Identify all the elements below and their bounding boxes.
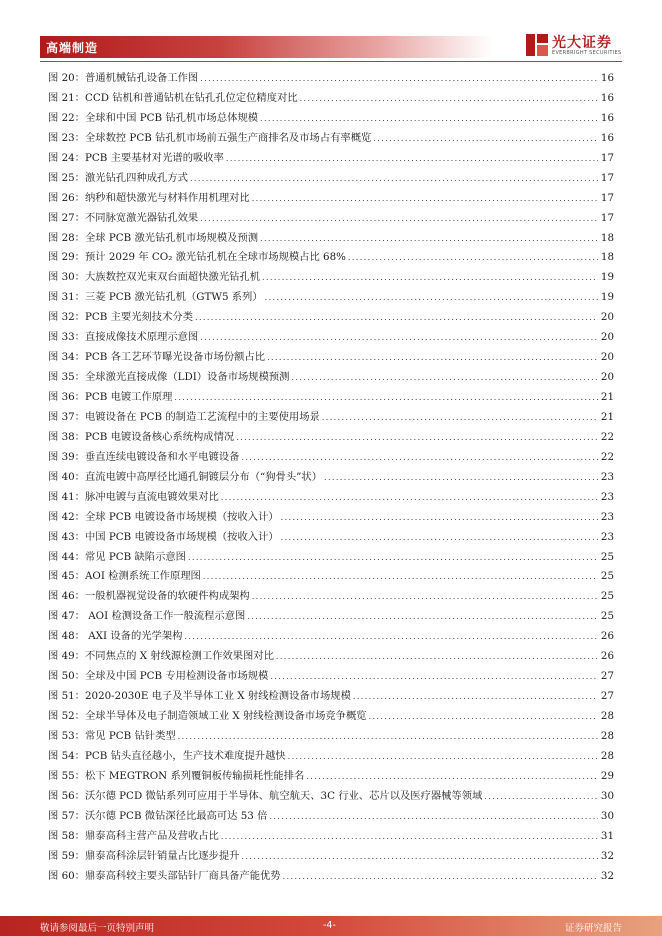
toc-leader-dots: [291, 368, 598, 388]
toc-entry-label: 图 37：电镀设备在 PCB 的制造工艺流程中的主要使用场景: [48, 410, 320, 423]
toc-entry-label: 图 51：2020-2030E 电子及半导体工业 X 射线检测设备市场规模: [48, 690, 351, 703]
toc-entry-label: 图 50：全球及中国 PCB 专用检测设备市场规模: [48, 670, 269, 683]
logo-name-cn: 光大证券: [552, 35, 612, 51]
toc-entry[interactable]: [48, 428, 614, 448]
toc-entry-page: 27: [600, 670, 614, 683]
toc-entry-page: 17: [600, 171, 614, 184]
toc-entry-label: 图 24：PCB 主要基材对光谱的吸收率: [48, 151, 224, 164]
toc-entry[interactable]: [48, 149, 614, 169]
toc-entry[interactable]: [48, 587, 614, 607]
toc-entry-page: 32: [600, 849, 614, 862]
toc-entry-page: 26: [600, 630, 614, 643]
toc-entry-page: 22: [600, 430, 614, 443]
toc-entry[interactable]: [48, 528, 614, 548]
toc-entry[interactable]: [48, 787, 614, 807]
toc-entry-label: 图 33：直接成像技术原理示意图: [48, 331, 199, 344]
toc-entry-label: 图 54：PCB 钻头直径越小，生产技术难度提升越快: [48, 749, 286, 762]
toc-entry[interactable]: [48, 867, 614, 887]
toc-entry-page: 22: [600, 450, 614, 463]
toc-entry-page: 19: [600, 291, 614, 304]
toc-entry-page: 16: [600, 131, 614, 144]
toc-entry-page: 17: [600, 151, 614, 164]
toc-leader-dots: [241, 847, 598, 867]
toc-entry-label: 图 20：普通机械钻孔设备工作图: [48, 72, 199, 84]
toc-leader-dots: [288, 747, 598, 767]
toc-entry[interactable]: [48, 667, 614, 687]
toc-entry-page: 16: [600, 111, 614, 124]
toc-entry[interactable]: [48, 707, 614, 727]
toc-entry-page: 28: [600, 729, 614, 742]
toc-entry[interactable]: [48, 807, 614, 827]
toc-entry[interactable]: [48, 248, 614, 268]
toc-leader-dots: [174, 388, 598, 408]
footer-report-type: 证券研究报告: [564, 923, 622, 934]
toc-entry-page: 26: [600, 650, 614, 663]
toc-entry-label: 图 31：三菱 PCB 激光钻孔机（GTW5 系列）: [48, 291, 263, 304]
toc-entry-label: 图 43：中国 PCB 电镀设备市场规模（按收入计）: [48, 530, 279, 543]
toc-entry[interactable]: [48, 567, 614, 587]
toc-leader-dots: [283, 867, 598, 887]
toc-leader-dots: [247, 607, 598, 627]
section-title: 高端制造: [46, 41, 99, 55]
toc-entry-label: 图 47： AOI 检测设备工作一般流程示意图: [48, 610, 246, 623]
toc-leader-dots: [184, 627, 598, 647]
toc-leader-dots: [265, 288, 598, 308]
toc-leader-dots: [281, 508, 598, 528]
toc-entry[interactable]: [48, 189, 614, 209]
header-band: [40, 36, 492, 58]
toc-leader-dots: [262, 268, 598, 288]
toc-entry-label: 图 23：全球数控 PCB 钻孔机市场前五强生产商排名及市场占有率概览: [48, 131, 372, 144]
toc-entry-page: 21: [600, 410, 614, 423]
toc-leader-dots: [200, 328, 598, 348]
toc-entry-page: 21: [600, 391, 614, 403]
toc-leader-dots: [260, 109, 598, 129]
figure-toc-list: [48, 69, 614, 886]
toc-leader-dots: [324, 468, 598, 488]
toc-entry[interactable]: [48, 488, 614, 508]
page-number: -4-: [323, 920, 336, 931]
toc-entry-label: 图 22：全球和中国 PCB 钻孔机市场总体规模: [48, 111, 259, 124]
toc-entry-label: 图 41：脉冲电镀与直流电镀效果对比: [48, 490, 219, 503]
toc-entry-label: 图 32：PCB 主要光刻技术分类: [48, 311, 193, 324]
toc-entry-page: 20: [600, 371, 614, 384]
logo-mark-icon: [526, 34, 548, 56]
toc-entry-page: 27: [600, 690, 614, 703]
toc-leader-dots: [190, 169, 598, 189]
toc-entry[interactable]: [48, 308, 614, 328]
toc-entry-page: 23: [600, 530, 614, 543]
toc-entry-page: 29: [600, 769, 614, 782]
toc-leader-dots: [226, 149, 598, 169]
toc-entry-page: 30: [600, 789, 614, 802]
toc-entry-label: 图 29：预计 2029 年 CO₂ 激光钻孔机在全球市场规模占比 68%: [48, 251, 346, 264]
toc-entry-label: 图 27：不同脉宽激光器钻孔效果: [48, 211, 199, 224]
toc-entry[interactable]: [48, 448, 614, 468]
toc-leader-dots: [306, 767, 598, 787]
toc-entry-page: 16: [600, 91, 614, 104]
toc-leader-dots: [195, 308, 598, 328]
toc-entry-label: 图 57：沃尔德 PCB 微钻深径比最高可达 53 倍: [48, 809, 268, 822]
toc-entry-page: 19: [600, 271, 614, 284]
toc-entry-label: 图 56：沃尔德 PCD 微钻系列可应用于半导体、航空航天、3C 行业、芯片以及医疗器械等领域: [48, 789, 483, 802]
toc-entry[interactable]: [48, 827, 614, 847]
toc-entry-page: 20: [600, 311, 614, 324]
toc-entry-page: 18: [600, 231, 614, 244]
toc-entry[interactable]: [48, 229, 614, 249]
toc-entry-page: 25: [600, 590, 614, 603]
toc-entry[interactable]: [48, 468, 614, 488]
toc-leader-dots: [369, 707, 598, 727]
toc-entry-label: 图 30：大族数控双光束双台面超快激光钻孔机: [48, 271, 261, 284]
toc-entry[interactable]: [48, 89, 614, 109]
toc-entry-page: 32: [600, 869, 614, 882]
toc-entry-label: 图 21：CCD 钻机和普通钻机在钻孔孔位定位精度对比: [48, 91, 298, 104]
toc-entry[interactable]: [48, 627, 614, 647]
toc-entry-label: 图 49：不同焦点的 X 射线源检测工作效果图对比: [48, 650, 274, 663]
toc-entry-label: 图 55：松下 MEGTRON 系列覆铜板传输损耗性能排名: [48, 769, 305, 782]
toc-entry-page: 17: [600, 211, 614, 224]
toc-entry-page: 23: [600, 490, 614, 503]
toc-leader-dots: [260, 229, 598, 249]
toc-entry[interactable]: [48, 268, 614, 288]
toc-entry[interactable]: [48, 727, 614, 747]
toc-leader-dots: [241, 448, 598, 468]
toc-leader-dots: [200, 69, 598, 89]
toc-entry-label: 图 25：激光钻孔四种成孔方式: [48, 171, 188, 184]
toc-entry[interactable]: [48, 348, 614, 368]
footer-disclaimer-note: 敬请参阅最后一页特别声明: [40, 923, 155, 934]
toc-entry-page: 28: [600, 749, 614, 762]
toc-leader-dots: [267, 348, 598, 368]
toc-entry-page: 25: [600, 550, 614, 563]
toc-entry-label: 图 44：常见 PCB 缺陷示意图: [48, 550, 186, 563]
toc-leader-dots: [252, 189, 598, 209]
toc-entry-page: 31: [600, 829, 614, 842]
toc-entry-page: 23: [600, 470, 614, 483]
toc-entry[interactable]: [48, 408, 614, 428]
toc-leader-dots: [373, 129, 598, 149]
toc-entry[interactable]: [48, 69, 614, 89]
toc-entry-page: 30: [600, 809, 614, 822]
toc-entry-label: 图 36：PCB 电镀工作原理: [48, 391, 173, 403]
toc-entry[interactable]: [48, 129, 614, 149]
toc-leader-dots: [200, 209, 598, 229]
toc-entry-label: 图 28：全球 PCB 激光钻孔机市场规模及预测: [48, 231, 259, 244]
toc-leader-dots: [178, 727, 598, 747]
toc-leader-dots: [270, 667, 598, 687]
toc-entry-label: 图 38：PCB 电镀设备核心系统构成情况: [48, 430, 235, 443]
toc-entry-page: 17: [600, 191, 614, 204]
toc-entry-page: 20: [600, 331, 614, 344]
toc-leader-dots: [276, 647, 598, 667]
toc-entry[interactable]: [48, 647, 614, 667]
toc-entry-page: 25: [600, 570, 614, 583]
toc-leader-dots: [203, 567, 598, 587]
toc-entry[interactable]: [48, 548, 614, 568]
toc-entry[interactable]: [48, 607, 614, 627]
toc-entry-label: 图 34：PCB 各工艺环节曝光设备市场份额占比: [48, 351, 266, 364]
toc-entry-page: 23: [600, 510, 614, 523]
toc-entry-label: 图 26：纳秒和超快激光与材料作用机理对比: [48, 191, 250, 204]
toc-leader-dots: [322, 408, 598, 428]
toc-leader-dots: [236, 428, 598, 448]
toc-entry[interactable]: [48, 169, 614, 189]
toc-entry-label: 图 48： AXI 设备的光学架构: [48, 630, 183, 643]
toc-entry[interactable]: [48, 288, 614, 308]
toc-entry-page: 25: [600, 610, 614, 623]
toc-leader-dots: [269, 807, 598, 827]
toc-leader-dots: [281, 528, 598, 548]
toc-leader-dots: [188, 548, 598, 568]
toc-leader-dots: [484, 787, 598, 807]
toc-leader-dots: [221, 488, 598, 508]
toc-entry-page: 18: [600, 251, 614, 264]
toc-entry[interactable]: [48, 747, 614, 767]
toc-entry[interactable]: [48, 847, 614, 867]
brand-logo: [526, 32, 626, 60]
toc-entry[interactable]: [48, 767, 614, 787]
toc-entry-page: 28: [600, 710, 614, 722]
toc-entry[interactable]: [48, 388, 614, 408]
toc-entry-label: 图 58：鼎泰高科主营产品及营收占比: [48, 829, 219, 842]
toc-entry-label: 图 60：鼎泰高科较主要头部钻针厂商具备产能优势: [48, 869, 281, 882]
toc-entry-label: 图 42：全球 PCB 电镀设备市场规模（按收入计）: [48, 510, 279, 523]
toc-entry-label: 图 39：垂直连续电镀设备和水平电镀设备: [48, 450, 240, 463]
toc-entry[interactable]: [48, 368, 614, 388]
toc-entry[interactable]: [48, 209, 614, 229]
toc-entry-page: 20: [600, 351, 614, 364]
toc-entry-label: 图 35：全球激光直接成像（LDI）设备市场规模预测: [48, 371, 290, 384]
toc-entry-label: 图 46：一般机器视觉设备的软硬件构成架构: [48, 590, 250, 603]
toc-leader-dots: [353, 687, 598, 707]
toc-leader-dots: [252, 587, 598, 607]
toc-entry[interactable]: [48, 109, 614, 129]
logo-name-en: EVERBRIGHT SECURITIES: [552, 50, 622, 56]
toc-entry[interactable]: [48, 687, 614, 707]
toc-entry-label: 图 53：常见 PCB 钻针类型: [48, 729, 176, 742]
toc-leader-dots: [348, 248, 598, 268]
toc-entry[interactable]: [48, 508, 614, 528]
toc-leader-dots: [221, 827, 598, 847]
toc-leader-dots: [300, 89, 598, 109]
toc-entry-label: 图 40：直流电镀中高厚径比通孔铜镀层分布（“狗骨头”状）: [48, 470, 323, 483]
header-divider: [40, 61, 622, 62]
toc-entry-page: 16: [600, 72, 614, 84]
toc-entry-label: 图 45：AOI 检测系统工作原理图: [48, 570, 201, 583]
toc-entry-label: 图 52：全球半导体及电子制造领域工业 X 射线检测设备市场竞争概览: [48, 710, 367, 722]
toc-entry-label: 图 59：鼎泰高科涂层针销量占比逐步提升: [48, 849, 240, 862]
toc-entry[interactable]: [48, 328, 614, 348]
